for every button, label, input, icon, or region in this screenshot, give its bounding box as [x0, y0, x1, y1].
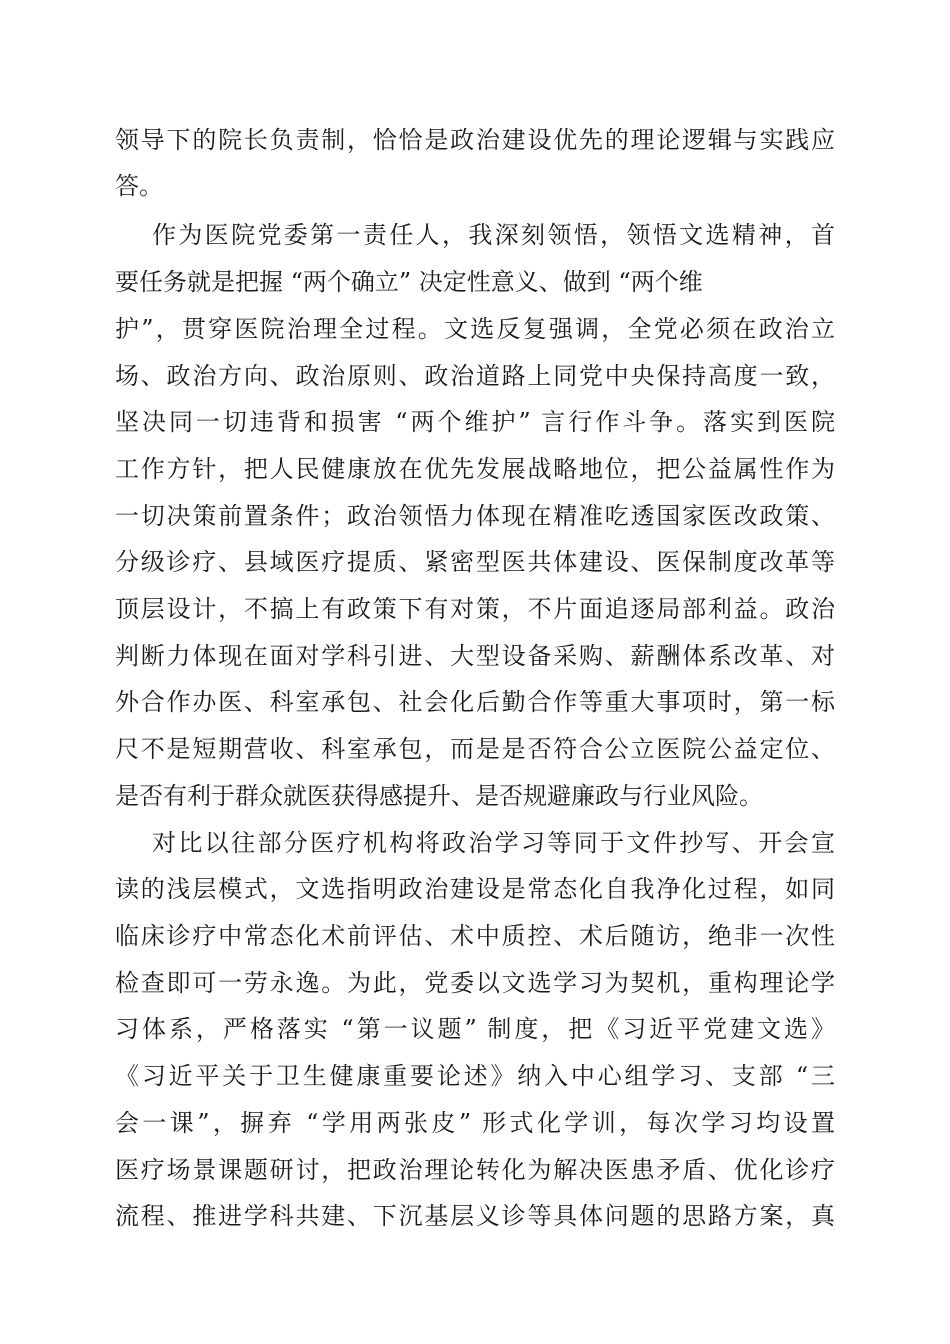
text-line: 分级诊疗、县域医疗提质、紧密型医共体建设、医保制度改革等 — [115, 548, 835, 576]
text-line: 读的浅层模式，文选指明政治建设是常态化自我净化过程，如同 — [115, 875, 835, 903]
text-line: 尺不是短期营收、科室承包，而是是否符合公立医院公益定位、 — [115, 735, 835, 763]
text-line: 场、政治方向、政治原则、政治道路上同党中央保持高度一致， — [115, 362, 835, 390]
text-line: 答。 — [115, 172, 163, 200]
text-line: 医疗场景课题研讨，把政治理论转化为解决医患矛盾、优化诊疗 — [115, 1156, 835, 1184]
text-line: 一切决策前置条件；政治领悟力体现在精准吃透国家医改政策、 — [115, 502, 835, 530]
text-line: 护”，贯穿医院治理全过程。文选反复强调，全党必须在政治立 — [115, 315, 835, 343]
text-line: 流程、推进学科共建、下沉基层义诊等具体问题的思路方案，真 — [115, 1202, 835, 1230]
paragraph-start-line: 对比以往部分医疗机构将政治学习等同于文件抄写、开会宣 — [152, 829, 835, 857]
text-line: 会一课”，摒弃 “学用两张皮” 形式化学训，每次学习均设置 — [115, 1109, 835, 1137]
text-line: 外合作办医、科室承包、社会化后勤合作等重大事项时，第一标 — [115, 688, 835, 716]
text-line: 顶层设计，不搞上有政策下有对策，不片面追逐局部利益。政治 — [115, 595, 835, 623]
text-line: 判断力体现在面对学科引进、大型设备采购、薪酬体系改革、对 — [115, 642, 835, 670]
text-line: 领导下的院长负责制，恰恰是政治建设优先的理论逻辑与实践应 — [115, 126, 835, 154]
text-line: 临床诊疗中常态化术前评估、术中质控、术后随访，绝非一次性 — [115, 922, 835, 950]
text-line: 《习近平关于卫生健康重要论述》纳入中心组学习、支部 “三 — [115, 1062, 835, 1090]
text-line: 是否有利于群众就医获得感提升、是否规避廉政与行业风险。 — [115, 782, 763, 810]
paragraph-start-line: 作为医院党委第一责任人，我深刻领悟，领悟文选精神，首 — [152, 221, 835, 249]
text-line: 工作方针，把人民健康放在优先发展战略地位，把公益属性作为 — [115, 455, 835, 483]
text-line: 习体系，严格落实 “第一议题” 制度，把《习近平党建文选》 — [115, 1015, 835, 1043]
text-line: 检查即可一劳永逸。为此，党委以文选学习为契机，重构理论学 — [115, 969, 835, 997]
text-line: 要任务就是把握 “两个确立” 决定性意义、做到 “两个维 — [115, 268, 703, 296]
text-line: 坚决同一切违背和损害 “两个维护” 言行作斗争。落实到医院 — [115, 408, 835, 436]
